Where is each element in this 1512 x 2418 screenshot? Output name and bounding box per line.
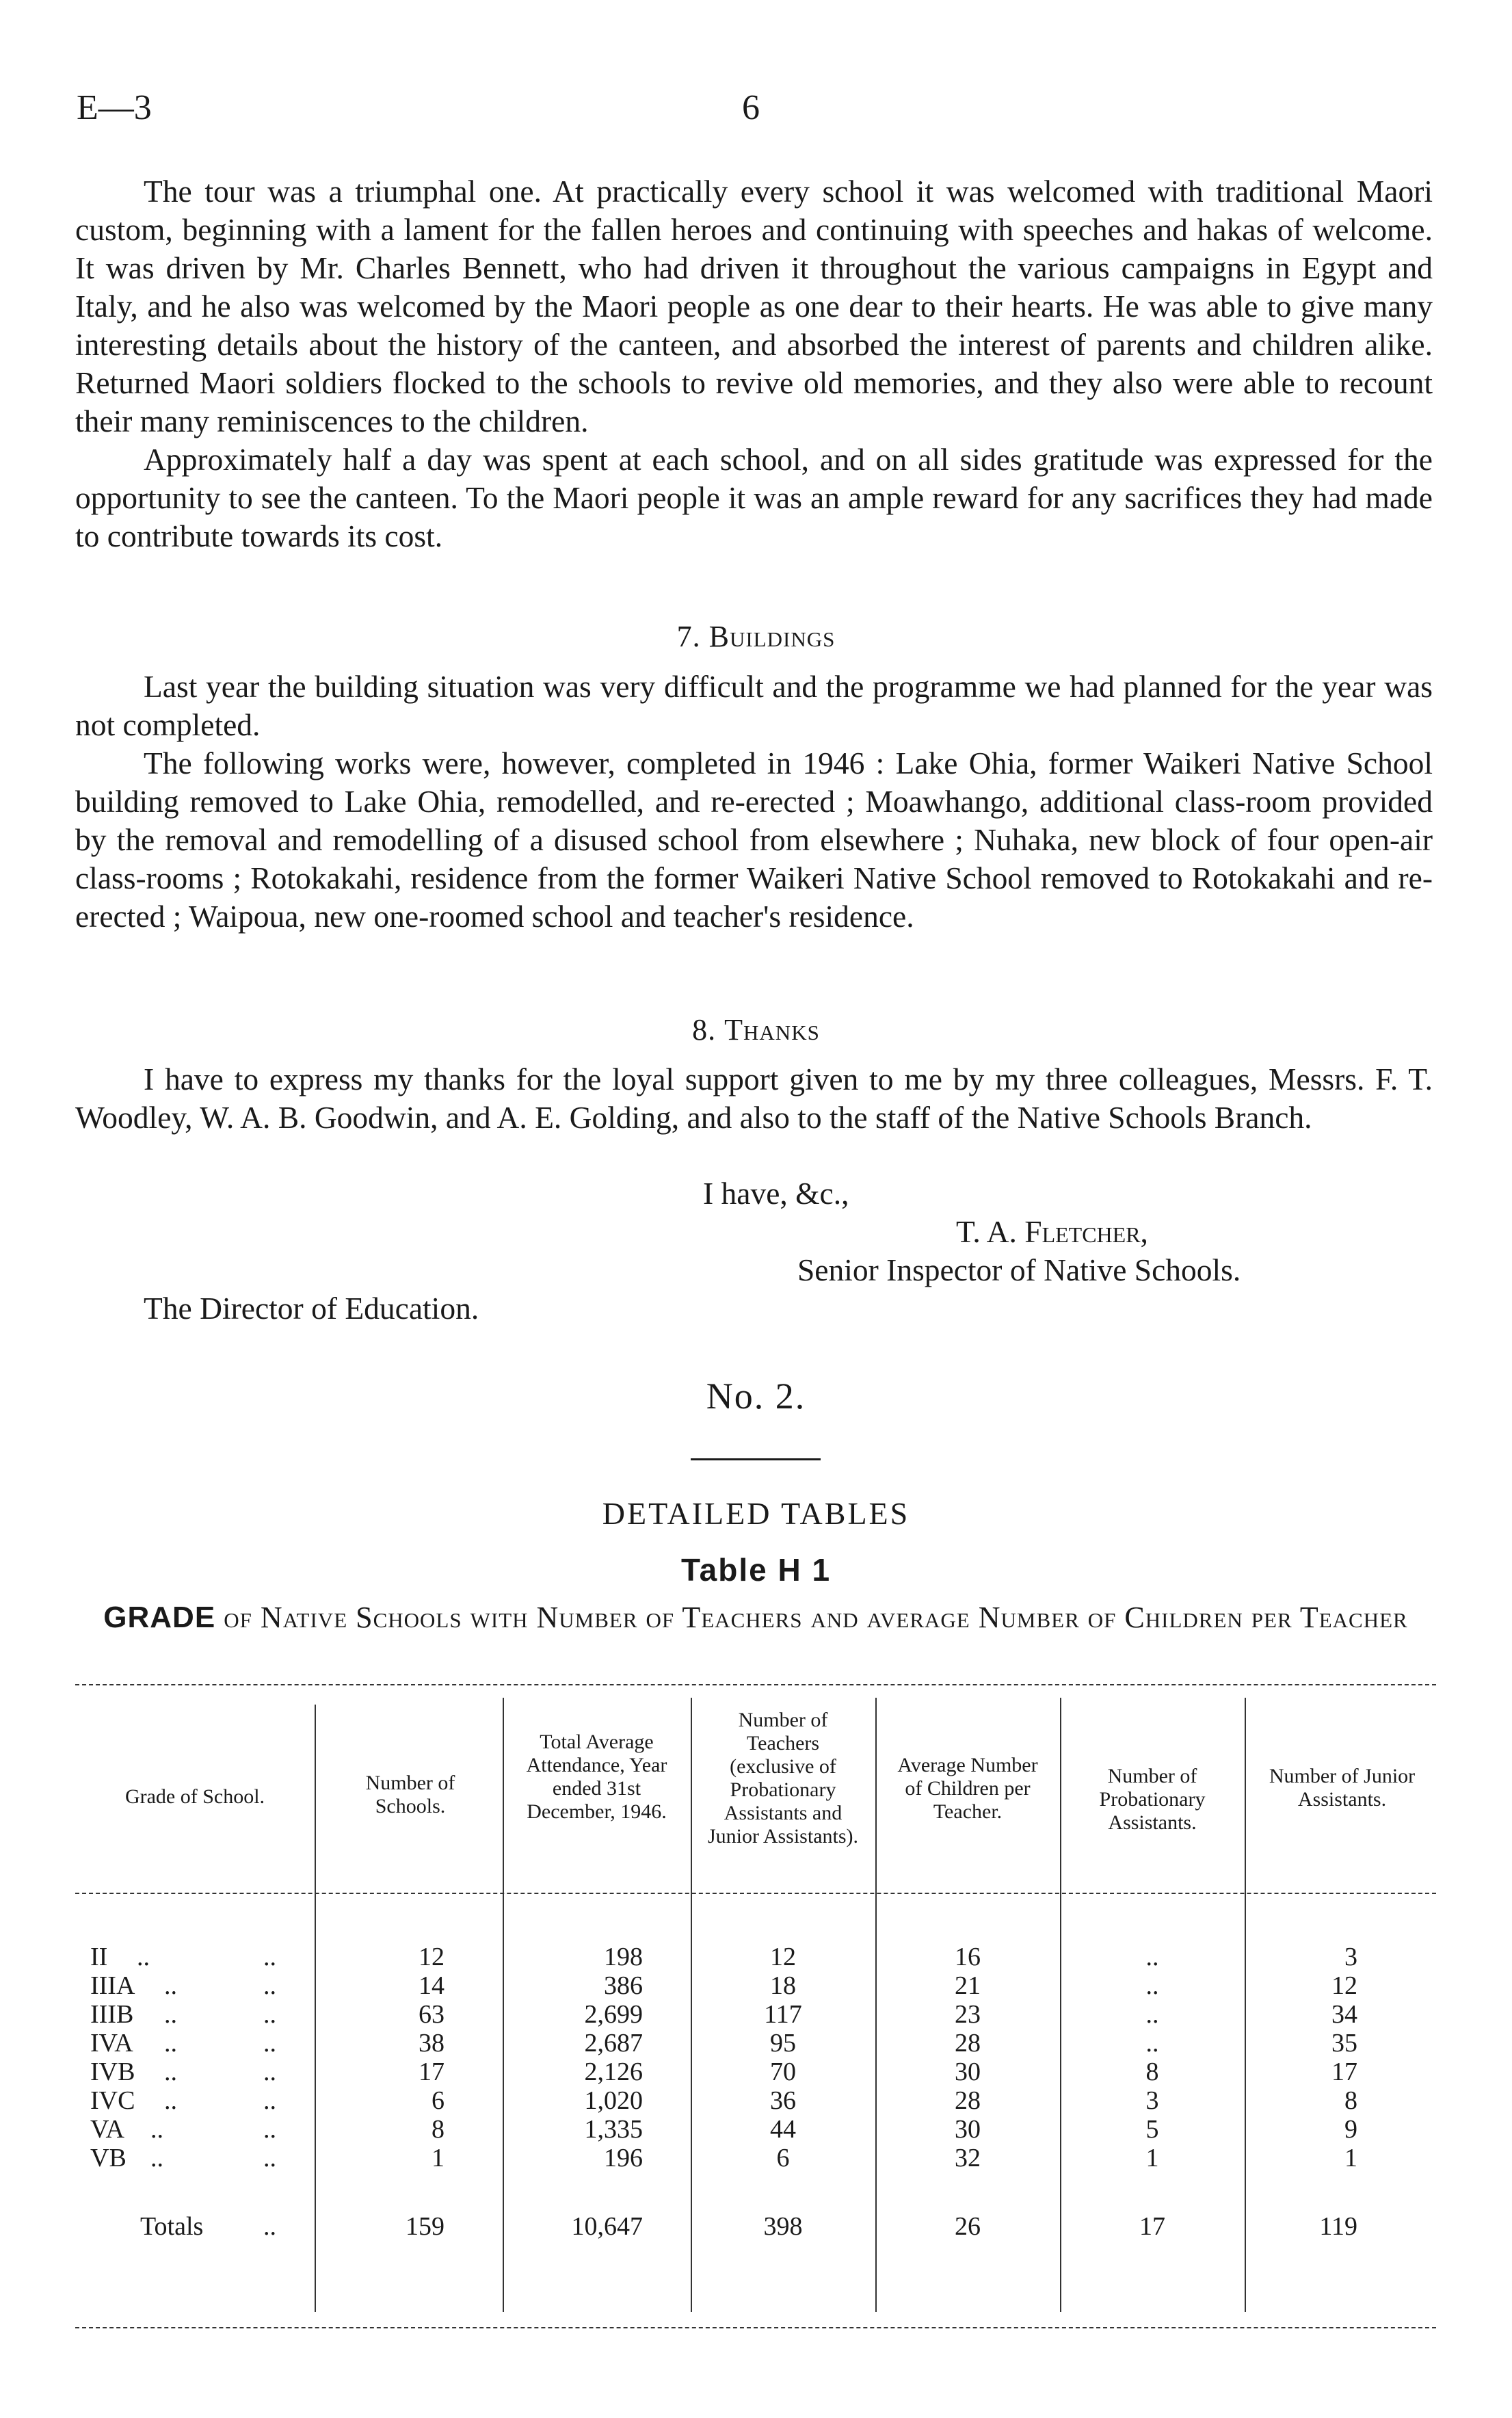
totals-junior: 119	[1319, 2212, 1357, 2241]
cell-grade: IVC	[90, 2086, 135, 2115]
table-id: Table H 1	[680, 1552, 832, 1588]
cell-probationary: 3	[1145, 2086, 1159, 2115]
cell-avg-children: 32	[955, 2144, 981, 2172]
cell-junior: 8	[1344, 2086, 1357, 2115]
cell-attendance: 196	[604, 2144, 643, 2172]
cell-junior: 3	[1344, 1943, 1357, 1971]
cell-attendance: 2,687	[584, 2029, 643, 2058]
cell-grade: IVB	[90, 2058, 135, 2086]
cell-schools: 38	[419, 2029, 445, 2058]
column-divider	[1245, 1698, 1246, 2312]
cell-probationary: ..	[1145, 2000, 1159, 2029]
dots: ..	[164, 1971, 177, 2000]
section-title: DETAILED TABLES	[602, 1496, 910, 1531]
totals-label: Totals	[140, 2212, 204, 2241]
section-number: No. 2.	[706, 1376, 806, 1417]
cell-probationary: 8	[1145, 2058, 1159, 2086]
cell-grade: IIIB	[90, 2000, 134, 2029]
cell-junior: 34	[1331, 2000, 1357, 2029]
cell-probationary: 1	[1145, 2144, 1159, 2172]
document-reference: E—3	[77, 88, 152, 127]
cell-avg-children: 23	[955, 2000, 981, 2029]
page-number: 6	[742, 88, 760, 127]
cell-junior: 35	[1331, 2029, 1357, 2058]
cell-attendance: 198	[604, 1943, 643, 1971]
cell-avg-children: 30	[955, 2115, 981, 2144]
dots: ..	[263, 2029, 276, 2058]
column-header-avg-children: Average Number of Children per Teacher.	[897, 1754, 1038, 1823]
cell-probationary: ..	[1145, 2029, 1159, 2058]
cell-attendance: 1,020	[584, 2086, 643, 2115]
cell-grade: VB	[90, 2144, 127, 2172]
heading-buildings: 7. Buildings	[676, 620, 836, 653]
paragraph-tour: The tour was a triumphal one. At practically every school it was welcomed with traditional Maori custom, beginning with a lament for the fallen heroes and continuing with speeches and hakas of welcome. It was driven by Mr. Charles Bennett, who had driven it throughout the various campaigns in Egypt and Italy, and he also was welcomed by the Maori people as one dear to their hearts. He was able to give many interesting details about the history of the canteen, and absorbed the interest of parents and children alike. Returned Maori soldiers flocked to the schools to revive old memories, and they also were able to recount their many reminiscences to the children.	[75, 174, 1433, 438]
cell-junior: 12	[1331, 1971, 1357, 2000]
cell-probationary: ..	[1145, 1971, 1159, 2000]
table-caption: GRADE of Native Schools with Number of Teachers and average Number of Children per Teacher	[103, 1601, 1408, 1634]
totals-avg-children: 26	[955, 2212, 981, 2241]
dots: ..	[263, 2000, 276, 2029]
cell-avg-children: 16	[955, 1943, 981, 1971]
cell-probationary: ..	[1145, 1943, 1159, 1971]
buildings-section	[75, 668, 1433, 936]
dots: ..	[263, 2058, 276, 2086]
table-header-rule	[75, 1893, 1436, 1894]
column-divider	[503, 1698, 504, 2312]
grade-table	[75, 1684, 1436, 2327]
column-header-junior: Number of Junior Assistants.	[1269, 1765, 1416, 1811]
column-header-probationary: Number of Probationary Assistants.	[1099, 1765, 1206, 1834]
cell-probationary: 5	[1145, 2115, 1159, 2144]
cell-teachers: 6	[776, 2144, 790, 2172]
cell-schools: 17	[419, 2058, 445, 2086]
cell-avg-children: 28	[955, 2086, 981, 2115]
dots: ..	[263, 1943, 276, 1971]
signature-title: Senior Inspector of Native Schools.	[797, 1252, 1241, 1287]
cell-teachers: 95	[770, 2029, 796, 2058]
paragraph-works-completed: The following works were, however, completed in 1946 : Lake Ohia, former Waikeri Native School building removed to Lake Ohia, remodelled, and re-erected ; Moawhango, additional class-room provided by the removal and remodelling of a disused school from elsewhere ; Nuhaka, new block of four open-air class-rooms ; Rotokakahi, residence from the former Waikeri Native School removed to Rotokakahi and re-erected ; Waipoua, new one-roomed school and teacher's residence.	[75, 746, 1433, 934]
paragraph-building-situation: Last year the building situation was very difficult and the programme we had planned for the year was not completed.	[75, 669, 1433, 742]
cell-grade: VA	[90, 2115, 124, 2144]
column-header-grade: Grade of School.	[124, 1785, 265, 1808]
cell-grade: II	[90, 1943, 108, 1971]
cell-teachers: 70	[770, 2058, 796, 2086]
signature-closing: I have, &c.,	[703, 1176, 849, 1211]
cell-attendance: 386	[604, 1971, 643, 2000]
dots: ..	[164, 2058, 177, 2086]
signature-name: T. A. Fletcher,	[956, 1214, 1148, 1249]
cell-avg-children: 28	[955, 2029, 981, 2058]
totals-probationary: 17	[1139, 2212, 1165, 2241]
dots: ..	[263, 2086, 276, 2115]
table-bottom-rule	[75, 2327, 1436, 2328]
thanks-section	[75, 1060, 1433, 1137]
dots: ..	[263, 2212, 276, 2241]
totals-attendance: 10,647	[571, 2212, 643, 2241]
table-top-rule	[75, 1684, 1436, 1685]
dots: ..	[150, 2144, 163, 2172]
totals-teachers: 398	[763, 2212, 803, 2241]
dots: ..	[164, 2029, 177, 2058]
cell-avg-children: 30	[955, 2058, 981, 2086]
paragraph-visits: Approximately half a day was spent at each school, and on all sides gratitude was expressed for the opportunity to see the canteen. To the Maori people it was an ample reward for any sacrifices they had made to contribute towards its cost.	[75, 442, 1433, 553]
dots: ..	[263, 2115, 276, 2144]
dots: ..	[263, 2144, 276, 2172]
section-divider	[691, 1458, 821, 1460]
cell-schools: 14	[419, 1971, 445, 2000]
cell-junior: 17	[1331, 2058, 1357, 2086]
column-header-attendance: Total Average Attendance, Year ended 31st December, 1946.	[526, 1731, 667, 1823]
cell-teachers: 117	[764, 2000, 802, 2029]
cell-grade: IVA	[90, 2029, 133, 2058]
cell-teachers: 12	[770, 1943, 796, 1971]
cell-attendance: 2,126	[584, 2058, 643, 2086]
cell-teachers: 44	[770, 2115, 796, 2144]
cell-avg-children: 21	[955, 1971, 981, 2000]
dots: ..	[150, 2115, 163, 2144]
tour-section	[75, 172, 1433, 555]
cell-teachers: 18	[770, 1971, 796, 2000]
dots: ..	[164, 2086, 177, 2115]
dots: ..	[137, 1943, 150, 1971]
cell-attendance: 2,699	[584, 2000, 643, 2029]
cell-attendance: 1,335	[584, 2115, 643, 2144]
cell-grade: IIIA	[90, 1971, 135, 2000]
cell-teachers: 36	[770, 2086, 796, 2115]
totals-schools: 159	[406, 2212, 445, 2241]
cell-schools: 8	[432, 2115, 445, 2144]
column-divider	[315, 1705, 316, 2312]
cell-schools: 6	[432, 2086, 445, 2115]
paragraph-thanks: I have to express my thanks for the loyal support given to me by my three colleagues, Messrs. F. T. Woodley, W. A. B. Goodwin, and A. E. Golding, and also to the staff of the Native Schools Branch.	[75, 1062, 1433, 1135]
addressee: The Director of Education.	[144, 1291, 479, 1326]
cell-junior: 9	[1344, 2115, 1357, 2144]
cell-schools: 63	[419, 2000, 445, 2029]
dots: ..	[263, 1971, 276, 2000]
dots: ..	[164, 2000, 177, 2029]
cell-junior: 1	[1344, 2144, 1357, 2172]
cell-schools: 1	[432, 2144, 445, 2172]
cell-schools: 12	[419, 1943, 445, 1971]
column-header-teachers: Number of Teachers (exclusive of Probationary Assistants and Junior Assistants).	[707, 1709, 859, 1848]
heading-thanks: 8. Thanks	[692, 1013, 820, 1047]
column-header-schools: Number of Schools.	[365, 1772, 455, 1817]
